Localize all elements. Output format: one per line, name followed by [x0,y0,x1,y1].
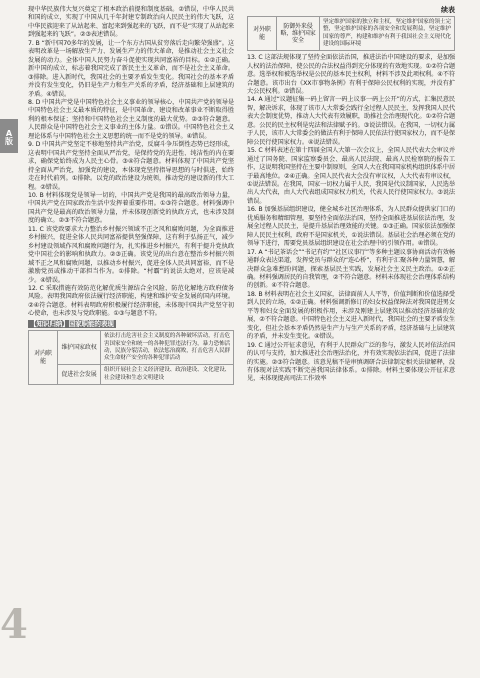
answer-paragraph: 12. C 采取措施有效防范化解优质生源结合全风险，防范化解地方政府债务风险。表明我国政府依法履行经济职能，构建和维护安全发展的国内环境。②④符合题意。材料表明政府积极履行经济职能，未体现中国共产党坚守初心使命，也未涉及与党政职能。①③与题意不符。 [28,284,234,318]
continued-label: 续表 [441,6,455,14]
answer-paragraph: 10. B 材料体现党是领导一切的，中国共产党是我国的最高政治领导力量，中国共产党在国家政治生活中发挥着重要作用。①③符合题意。材料强调中国共产党是最高的政治领导力量，并未体现创新党的执政方式，也未涉及制度的确立。②③不符合题意。 [28,191,234,225]
answer-paragraph: 9. D 中国共产党坚定不移地坚持共产治党，反腐斗争压倒性态势已经形成，这表明中国共产党坚持全面从严治党，是保持党的先进性、纯洁性的内在要求，确保党始终成为人民主心骨。③④符合题意。材料体现了中国共产党坚持全面从严治党，加强党的建设，本体现党坚持指导思想的与时俱进，始终走在时代前列。①排除。以党的政治建设为统领，推动党的建设新的伟大工程。②错误。 [28,141,234,191]
answer-paragraph: 14. A 通过“议题征集一码上留言一码上议事一码上公开”的方式，汇集民意民智，解决诉求，体现了该市人大常委会践行全过程人民民主，发挥我国人民代表大会制度优势，推动人大代表有效履职，助推社会治理现代化。①②符合题意。公民的民主权利是宪法和法律赋予的。③说法错误。在我国，一切权力属于人民，该市人大常委会的做法有利于保障人民依法行使国家权力，而不是保障公民行使国家权力。④说法错误。 [247,96,455,146]
table-sub-cell: 促进社会发展 [58,365,101,385]
table-sub-cell: 防御外来侵略，维护国家安全 [277,17,320,51]
answer-paragraph: 13. C 这部法规体现了坚持全面依法治国，推进法治中国建设的要求，是加强人权的法治保障，使公民的合法权益得到充分体现的有效地实现。①②符合题意。选举权和被选举权是公民的基本民主权利，材料不涉及此项权利。④不符合题意。该市出台《XX市事物条例》有利于保障公民权利的实现，并没有扩大公民权利。②错误。 [247,54,455,95]
answer-paragraph: 18. B 材料表明在社会主义国家，法律面前人人平等，价值判断和价值选择受到人民的立场，①②正确。材料强调新修订的妇女权益保障法对我国促进男女平等和妇女全面发展的积极作用，未涉及刚建上层建筑以推动经济基础的发展，②不符合题意。中国特色社会主义进入新时代，我国社会的主要矛盾发生变化，但社会基本矛盾仍然是生产力与生产关系的矛盾，经济基础与上层建筑的矛盾，并未发生变化。④错误。 [247,290,455,341]
table-row [29,365,234,385]
table-category-cell: 对外职能 [248,17,277,51]
page-number-glyph: 4 [0,601,28,648]
answer-paragraph: 17. A “书记茶话会”“书记有约”“社区议事厅”等多种主题议事协商活动有效畅通群众表达渠道，发挥党员与群众的“连心桥”，有利于汇聚各种力量智慧，解决群众急难愁盼问题，探索基层民主实践，发展社会主义民主政治。①②正确。材料强调居民的自我管理，②不符合题意。材料未体现社会治理体系结构的创新。④不符合题意。 [247,248,455,290]
answer-paragraph: 8. D 中国共产党是中国特色社会主义事业的领导核心，中国共产党的领导是中国特色社会主义最本质的特征，是中国革命、建设和改革事业不断取得胜利的根本保证；坚持和中国特色社会主义制度的最大优势。②③符合题意。人民群众是中国特色社会主义事业的主体力量。①错误。中国特色社会主义理论体系与中国特色社会主义思想的统一而不是党的领导。④错误。 [28,98,234,140]
state-functions-table [28,330,234,385]
table-category-cell: 对内职能 [29,331,58,385]
answer-paragraph: 现中华民族伟大复兴奠定了根本政治前提和制度基础。②错误，中华人民共和国的成立，实现了中国从几千年封建专制政治向人民民主的伟大飞跃，这中华民族迎来了从站起来、富起来到强起来的飞跃，而不是“实现了从站起来到强起来的飞跃”。②③表述错误。 [28,6,234,39]
answer-paragraph: 15. C 材料表述在第十四届全国人大第一次会议上，全国人民代表大会审议并通过了国务院、国家监察委员会、最高人民法院、最高人民检察院的报告工作，这说明我国坚持在主要中制原则，全国人大在我国国家机构组织体系中居于最高地位。②④正确。全国人民代表大会没有审议权，人大代表有审议权，①说法错误。在我国，国家一切权力属于人民，我国是代议制国家，人民选举出人大代表，由人大代表组成国家权力机关，代表人民行使国家权力。③说法错误。 [247,147,455,205]
table-sub-cell: 维护国家政权 [58,331,101,365]
table-text-cell: 依法打击危害社会主义制度的各种破坏活动，打击危害国家安全和统一的各种犯罪违法行为，暴力恐怖活动，民族分裂活动，依法惩治腐败，打击危害人民群众生命财产安全的各种犯罪活动 [101,331,234,365]
answer-paragraph: 7. B “新中国70多年的发展，让一个东方古国从贫穷落后走向繁荣强盛”。这表明改革是一场解放生产力、发展生产力的伟大革命，是推动社会主义社会发展的动力。全体中国人民努力奋斗促使实现共同富裕的目标。①②正确。新中国的成立，标志着我国完成了新民主主义革命，而不是社会主义革命。③排除。进入新时代，我国社会的主要矛盾发生变化。我国社会的基本矛盾并没有发生变化，仍旧是生产力和生产关系的矛盾，经济基础和上层建筑的矛盾。④错误。 [28,39,234,98]
right-column [247,6,455,384]
table-text-cell: 组织开展社会主义经济建设、政治建设、文化建设、社会建设和生态文明建设 [101,365,234,385]
answer-paragraph: 11. C 该党政要求大力整治乡村振兴领域不正之风和腐败问题，为全面推进乡村振兴，促进全体人民共同富裕提供坚强保障，这有利于弘扬正气，减少乡村建设领域作风和腐败问题行为，扎实推进乡村振兴，有利于提升党执政党中国社会的影响和执政力。②③正确。该党见的出台意在整治乡村振兴领域不正之风和腐败问题，以推动乡村振兴，促进全体人民共同富裕，而不是激励党员或推动干部担当作为。①排除。“村霸”的说法太绝对，应该是减少。④错误。 [28,225,234,284]
table-row [29,331,234,365]
answer-paragraph: 16. B 加强基层组织建设，健全城乡社区治理体系，为人民群众提供家门口的优质服务和精细管理，要坚持全面依法治国，坚持全面推进基层依法治理，发展全过程人民民主，是提升基层治理效能的关键。①③正确。国家依法加强保障人民民主权利，政府不是国家机关，①说法错误。基层社会治理必须在党的领导下进行，需要党员基层组织建设在社会治理中的引领作用。④错误。 [247,206,455,248]
table-row [248,17,455,51]
left-column [28,6,234,385]
state-functions-table-continued [247,16,455,51]
answer-paragraph: 19. C 通过公开征求意见，有利于人民群众广泛的参与，激发人民对依法治国的认可与支持，加大推进社会治理法治化，并有效实现依法治国，促进了法律的实施。②③符合题意。该意见稿不是审慎调研合法律制定相关法律解释，没有体现对法实践不断完善我国法律体系。①排除。材料主要体现公开征求意见，未体现提高司法工作效率 [247,341,455,383]
table-text-cell: 坚定维护国家的独立和主权，坚定维护国家的领土完整，坚定维护国家的各项安全和发展利益，坚定维护国家的尊严，构建和维护有利于我国社会主义现代化建设的国际环境 [320,17,455,51]
side-tab: A版 [0,119,18,153]
knowledge-title: 【知识归纳】国家职能的表现 [30,319,114,328]
